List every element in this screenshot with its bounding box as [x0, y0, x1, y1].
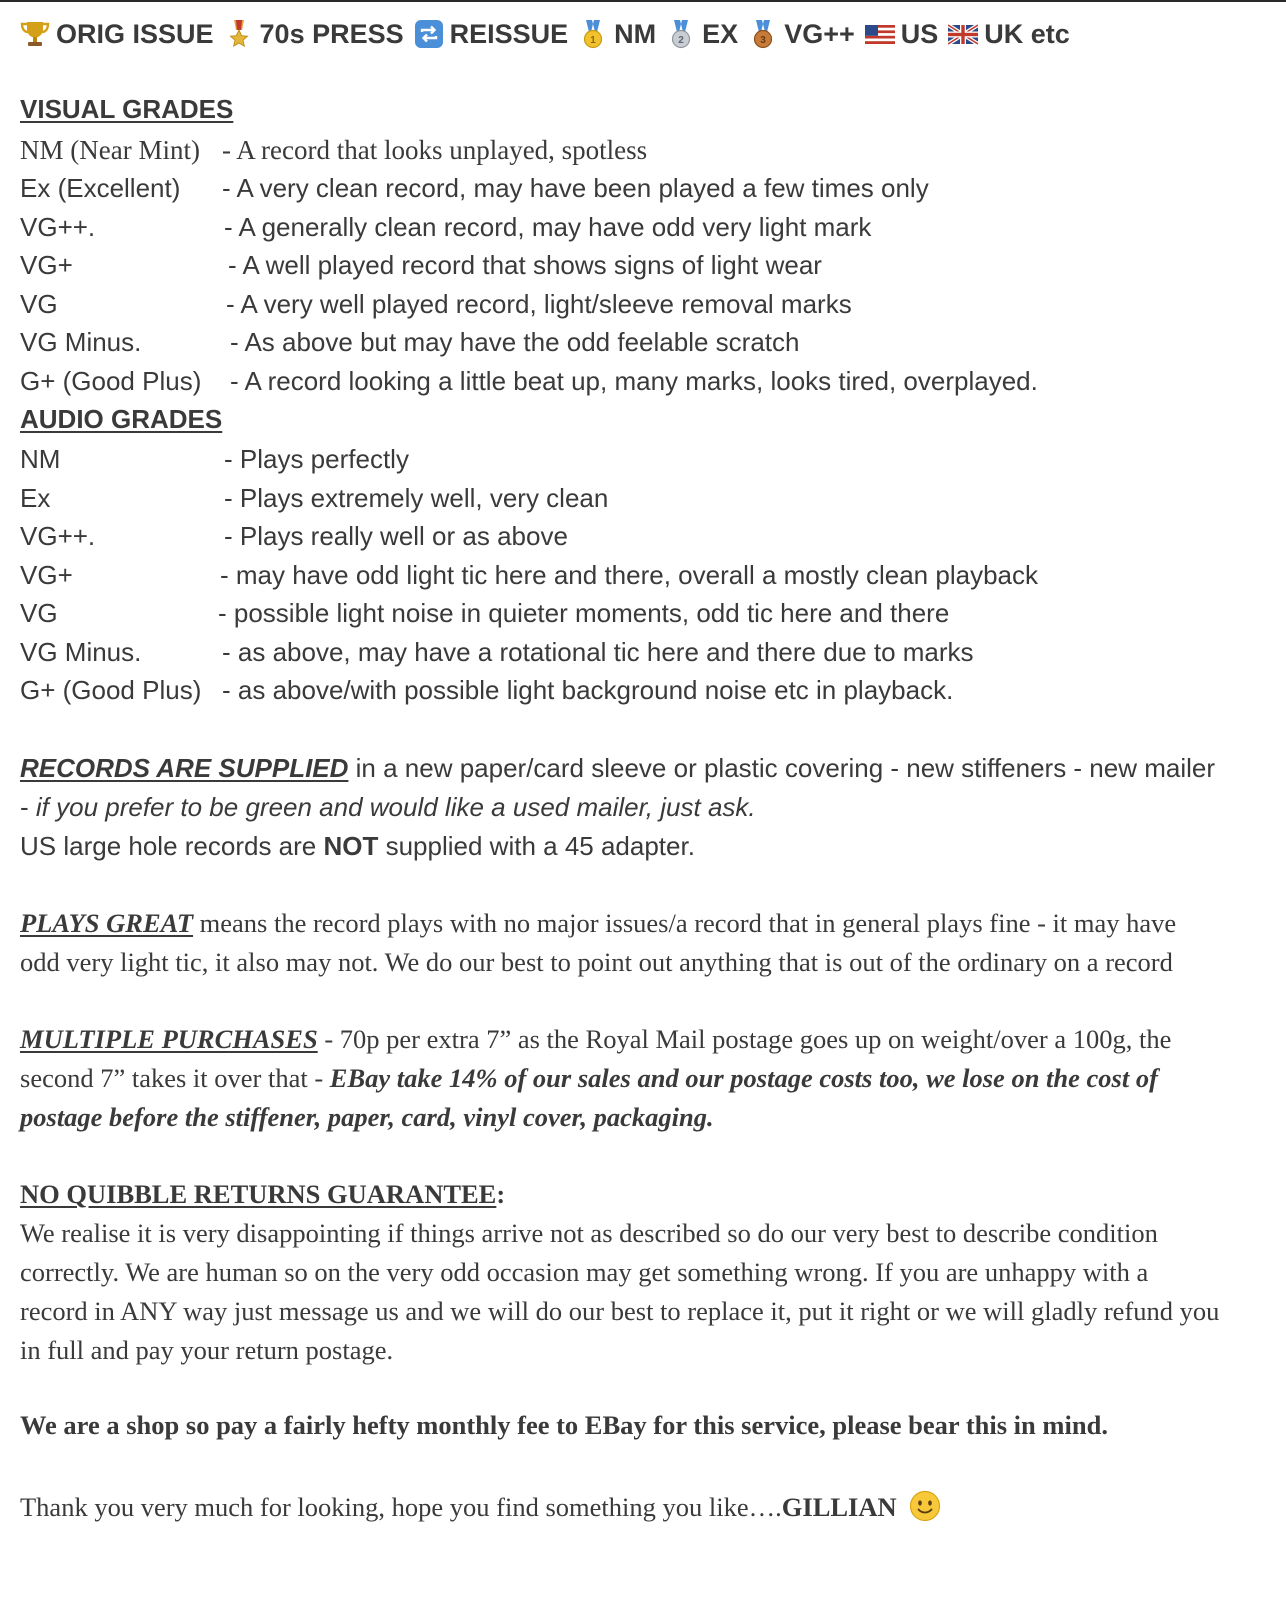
thanks-line — [20, 1488, 1220, 1527]
returns-paragraph — [20, 1175, 1220, 1370]
legend-label: UK etc — [984, 18, 1070, 49]
grade-description: - A generally clean record, may have odd very light mark — [224, 212, 872, 242]
uk-flag-icon — [948, 19, 978, 49]
legend-ex — [666, 19, 738, 50]
legend-uk — [948, 19, 1070, 50]
grade-label: VG+ — [20, 250, 73, 280]
multiple-purchases-text: - 70p per extra 7” as the Royal Mail postage goes up on weight/over a 100g, the second 7” takes it over that - — [20, 1024, 1172, 1093]
legend-label: ORIG ISSUE — [56, 18, 214, 49]
legend-reissue — [414, 19, 569, 50]
grade-label: VG++. — [20, 521, 96, 551]
legend-label: 70s PRESS — [259, 18, 404, 49]
legend-label: VG++ — [784, 18, 855, 49]
grade-description: - As above but may have the odd feelable scratch — [230, 327, 800, 357]
supplied-heading: RECORDS ARE SUPPLIED — [20, 753, 349, 783]
signature-name: GILLIAN — [781, 1492, 897, 1522]
legend-orig-issue — [20, 19, 214, 50]
supplied-italic-note: if you prefer to be green and would like a used mailer, just ask. — [35, 792, 756, 822]
supplied-paragraph — [20, 749, 1220, 866]
silver-medal-icon — [666, 19, 696, 49]
returns-heading: NO QUIBBLE RETURNS GUARANTEE — [20, 1179, 497, 1209]
grade-description: - may have odd light tic here and there, overall a mostly clean playback — [220, 560, 1038, 590]
grade-description: - A record that looks unplayed, spotless — [222, 135, 648, 165]
svg-text:2: 2 — [678, 35, 684, 46]
grade-description: - possible light noise in quieter moments, odd tic here and there — [218, 598, 950, 628]
thanks-text: Thank you very much for looking, hope you find something you like…. — [20, 1492, 782, 1522]
legend-70s-press — [224, 19, 404, 50]
plays-great-text: means the record plays with no major issues/a record that in general plays fine - it may have odd very light tic, it also may not. We do our best to point out anything that is out of the ordinary on a record — [20, 908, 1177, 977]
adapter-note-pre: US large hole records are — [20, 831, 324, 861]
grade-label: G+ (Good Plus) — [20, 675, 202, 705]
grade-label: NM (Near Mint) — [20, 135, 200, 165]
audio-grades-heading: AUDIO GRADES — [20, 404, 223, 434]
adapter-note-bold: NOT — [323, 831, 379, 861]
us-flag-icon — [865, 19, 895, 49]
bronze-medal-icon — [748, 19, 778, 49]
multiple-purchases-paragraph — [20, 1020, 1220, 1137]
plays-great-paragraph — [20, 904, 1220, 982]
grade-label: VG+ — [20, 560, 73, 590]
grade-label: NM — [20, 444, 61, 474]
plays-great-heading: PLAYS GREAT — [20, 908, 194, 938]
grade-description: - as above, may have a rotational tic here and there due to marks — [222, 637, 974, 667]
supplied-text: in a new paper/card sleeve or plastic covering - new stiffeners - new mailer - — [20, 753, 1216, 822]
legend-bar — [20, 14, 1080, 54]
legend-us — [865, 19, 939, 50]
grade-label: VG Minus. — [20, 327, 142, 357]
repeat-icon — [414, 19, 444, 49]
military-medal-icon — [224, 19, 254, 49]
trophy-icon — [20, 19, 50, 49]
gold-medal-icon — [578, 19, 608, 49]
legend-vg-plus-plus — [748, 19, 855, 50]
returns-colon: : — [496, 1179, 506, 1209]
returns-text: We realise it is very disappointing if things arrive not as described so do our very best to describe condition correctly. We are human so on the very odd occasion may get something wrong. If you are unhappy with a record in ANY way just message us and we will do our best to replace it, put it right or we will gladly refund you in full and pay your return postage. — [20, 1218, 1220, 1365]
grade-description: - A very well played record, light/sleeve removal marks — [226, 289, 852, 319]
legend-nm — [578, 19, 656, 50]
shop-fee-note: We are a shop so pay a fairly hefty monthly fee to EBay for this service, please bear this in mind. — [20, 1410, 1108, 1440]
grade-description: - A well played record that shows signs of light wear — [228, 250, 822, 280]
multiple-purchases-heading: MULTIPLE PURCHASES — [20, 1024, 318, 1054]
top-border — [0, 0, 1286, 2]
grade-label: VG — [20, 598, 58, 628]
grade-label: Ex (Excellent) — [20, 173, 181, 203]
svg-text:1: 1 — [590, 35, 596, 46]
legend-label: NM — [614, 18, 657, 49]
grade-label: VG — [20, 289, 58, 319]
visual-grades-heading: VISUAL GRADES — [20, 94, 234, 124]
grade-description: - Plays really well or as above — [224, 521, 568, 551]
legend-label: US — [900, 18, 939, 49]
multiple-purchases-note: EBay take 14% of our sales and our postage costs too, we lose on the cost of postage before the stiffener, paper, card, vinyl cover, packaging. — [20, 1063, 1158, 1132]
grade-label: Ex — [20, 483, 51, 513]
grade-description: - A record looking a little beat up, many marks, looks tired, overplayed. — [230, 366, 1038, 396]
grade-description: - A very clean record, may have been played a few times only — [222, 173, 929, 203]
legend-label: REISSUE — [449, 18, 569, 49]
adapter-note-post: supplied with a 45 adapter. — [378, 831, 695, 861]
grade-description: - as above/with possible light background noise etc in playback. — [222, 675, 954, 705]
grade-label: G+ (Good Plus) — [20, 366, 202, 396]
grade-description: - Plays perfectly — [224, 444, 409, 474]
smiley-icon — [909, 1490, 941, 1522]
svg-text:3: 3 — [760, 35, 766, 46]
grade-label: VG Minus. — [20, 637, 142, 667]
legend-label: EX — [702, 18, 739, 49]
grade-label: VG++. — [20, 212, 96, 242]
grade-description: - Plays extremely well, very clean — [224, 483, 609, 513]
